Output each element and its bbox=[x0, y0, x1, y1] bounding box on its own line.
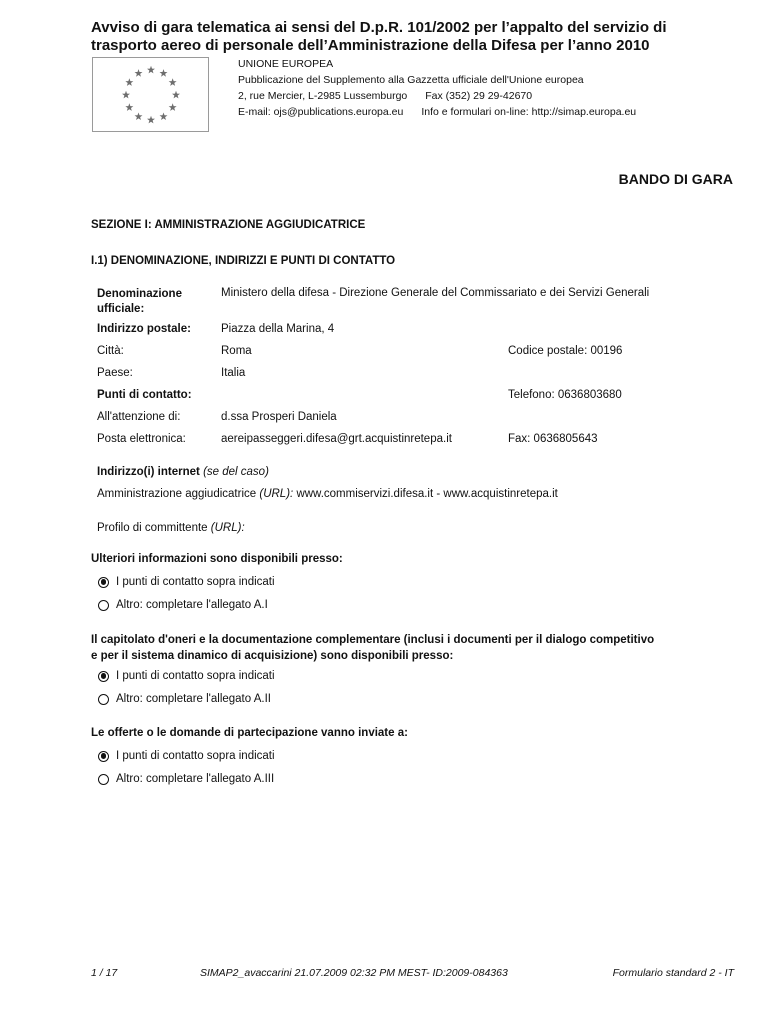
internet-heading-label: Indirizzo(i) internet bbox=[97, 466, 200, 478]
radio-unchecked-icon[interactable] bbox=[98, 694, 109, 705]
footer-document-meta: SIMAP2_avaccarini 21.07.2009 02:32 PM MEST- ID:2009-084363 bbox=[200, 967, 508, 979]
eu-publication-line: Pubblicazione del Supplemento alla Gazzetta ufficiale dell'Unione europea bbox=[238, 74, 584, 86]
eu-star-icon bbox=[122, 91, 130, 99]
document-title bbox=[91, 19, 667, 55]
denominazione-label bbox=[97, 287, 182, 317]
attenzione-label: All'attenzione di: bbox=[97, 411, 181, 423]
footer-page-number: 1 / 17 bbox=[91, 967, 118, 979]
option-label: Altro: completare l'allegato A.III bbox=[116, 773, 275, 785]
email-label: Posta elettronica: bbox=[97, 433, 186, 445]
radio-unchecked-icon[interactable] bbox=[98, 774, 109, 785]
fax-value: Fax: 0636805643 bbox=[508, 433, 598, 445]
option-label: Altro: completare l'allegato A.I bbox=[116, 599, 268, 611]
eu-star-icon bbox=[160, 112, 168, 120]
url-tag: (URL): bbox=[259, 488, 294, 500]
documents-heading bbox=[91, 632, 654, 664]
punti-contatto-label: Punti di contatto: bbox=[97, 389, 192, 401]
eu-fax: Fax (352) 29 29-42670 bbox=[425, 90, 533, 102]
eu-star-icon bbox=[169, 78, 177, 86]
paese-label: Paese: bbox=[97, 367, 133, 379]
eu-address: 2, rue Mercier, L-2985 Lussemburgo bbox=[238, 90, 408, 102]
citta-value: Roma bbox=[221, 345, 252, 357]
denominazione-value: Ministero della difesa - Direzione Generale del Commissariato e dei Servizi Generali bbox=[221, 287, 650, 299]
eu-star-icon bbox=[125, 78, 133, 86]
eu-star-icon bbox=[125, 103, 133, 111]
profilo-committente-row bbox=[97, 522, 245, 534]
further-info-option-contacts[interactable] bbox=[98, 576, 275, 588]
radio-checked-icon[interactable] bbox=[98, 671, 109, 682]
radio-unchecked-icon[interactable] bbox=[98, 600, 109, 611]
eu-star-icon bbox=[160, 69, 168, 77]
option-label: I punti di contatto sopra indicati bbox=[116, 576, 275, 588]
eu-publication-header bbox=[238, 56, 636, 120]
footer-form-type: Formulario standard 2 - IT bbox=[612, 967, 734, 979]
documents-heading-line-1: Il capitolato d'oneri e la documentazione complementare (inclusi i documenti per il dialogo competitivo bbox=[91, 634, 655, 646]
documents-heading-line-2: e per il sistema dinamico di acquisizione) sono disponibili presso: bbox=[91, 650, 454, 662]
documents-option-contacts[interactable] bbox=[98, 670, 275, 682]
internet-heading-note: (se del caso) bbox=[203, 466, 269, 478]
eu-flag-logo bbox=[92, 57, 209, 132]
eu-email: E-mail: ojs@publications.europa.eu bbox=[238, 106, 404, 118]
title-line-2: trasporto aereo di personale dell’Amministrazione della Difesa per l’anno 2010 bbox=[91, 37, 650, 54]
eu-star-icon bbox=[147, 116, 155, 124]
amministrazione-label: Amministrazione aggiudicatrice bbox=[97, 488, 257, 500]
section-heading: SEZIONE I: AMMINISTRAZIONE AGGIUDICATRICE bbox=[91, 219, 366, 231]
denominazione-label-line-1: Denominazione bbox=[97, 288, 182, 300]
internet-heading bbox=[97, 466, 269, 478]
indirizzo-value: Piazza della Marina, 4 bbox=[221, 323, 335, 335]
eu-info-link: Info e formulari on-line: http://simap.europa.eu bbox=[421, 106, 637, 118]
eu-star-icon bbox=[135, 112, 143, 120]
citta-label: Città: bbox=[97, 345, 124, 357]
telefono: Telefono: 0636803680 bbox=[508, 389, 622, 401]
radio-checked-icon[interactable] bbox=[98, 751, 109, 762]
indirizzo-label: Indirizzo postale: bbox=[97, 323, 191, 335]
codice-postale: Codice postale: 00196 bbox=[508, 345, 623, 357]
amministrazione-url-row bbox=[97, 488, 558, 500]
attenzione-value: d.ssa Prosperi Daniela bbox=[221, 411, 337, 423]
offers-option-contacts[interactable] bbox=[98, 750, 275, 762]
eu-star-icon bbox=[172, 91, 180, 99]
option-label: I punti di contatto sopra indicati bbox=[116, 750, 275, 762]
eu-star-icon bbox=[135, 69, 143, 77]
further-info-option-other[interactable] bbox=[98, 599, 268, 611]
offers-heading: Le offerte o le domande di partecipazione vanno inviate a: bbox=[91, 727, 408, 739]
eu-stars-icon bbox=[93, 58, 208, 131]
profilo-url-tag: (URL): bbox=[210, 522, 245, 534]
offers-option-other[interactable] bbox=[98, 773, 274, 785]
documents-option-other[interactable] bbox=[98, 693, 271, 705]
amministrazione-url: www.commiservizi.difesa.it - www.acquistinretepa.it bbox=[296, 488, 558, 500]
option-label: Altro: completare l'allegato A.II bbox=[116, 693, 271, 705]
option-label: I punti di contatto sopra indicati bbox=[116, 670, 275, 682]
eu-contact-row bbox=[238, 104, 636, 120]
title-line-1: Avviso di gara telematica ai sensi del D.p.R. 101/2002 per l’appalto del servizio di bbox=[91, 19, 667, 36]
denominazione-label-line-2: ufficiale: bbox=[97, 303, 145, 315]
profilo-label: Profilo di committente bbox=[97, 522, 208, 534]
further-info-heading: Ulteriori informazioni sono disponibili presso: bbox=[91, 553, 343, 565]
eu-star-icon bbox=[169, 103, 177, 111]
radio-checked-icon[interactable] bbox=[98, 577, 109, 588]
paese-value: Italia bbox=[221, 367, 246, 379]
eu-org-name: UNIONE EUROPEA bbox=[238, 58, 334, 70]
document-type-heading: BANDO DI GARA bbox=[618, 171, 733, 187]
email-value: aereipasseggeri.difesa@grt.acquistinretepa.it bbox=[221, 433, 452, 445]
eu-star-icon bbox=[147, 66, 155, 74]
subsection-heading: I.1) DENOMINAZIONE, INDIRIZZI E PUNTI DI CONTATTO bbox=[91, 255, 396, 267]
eu-address-row bbox=[238, 88, 636, 104]
